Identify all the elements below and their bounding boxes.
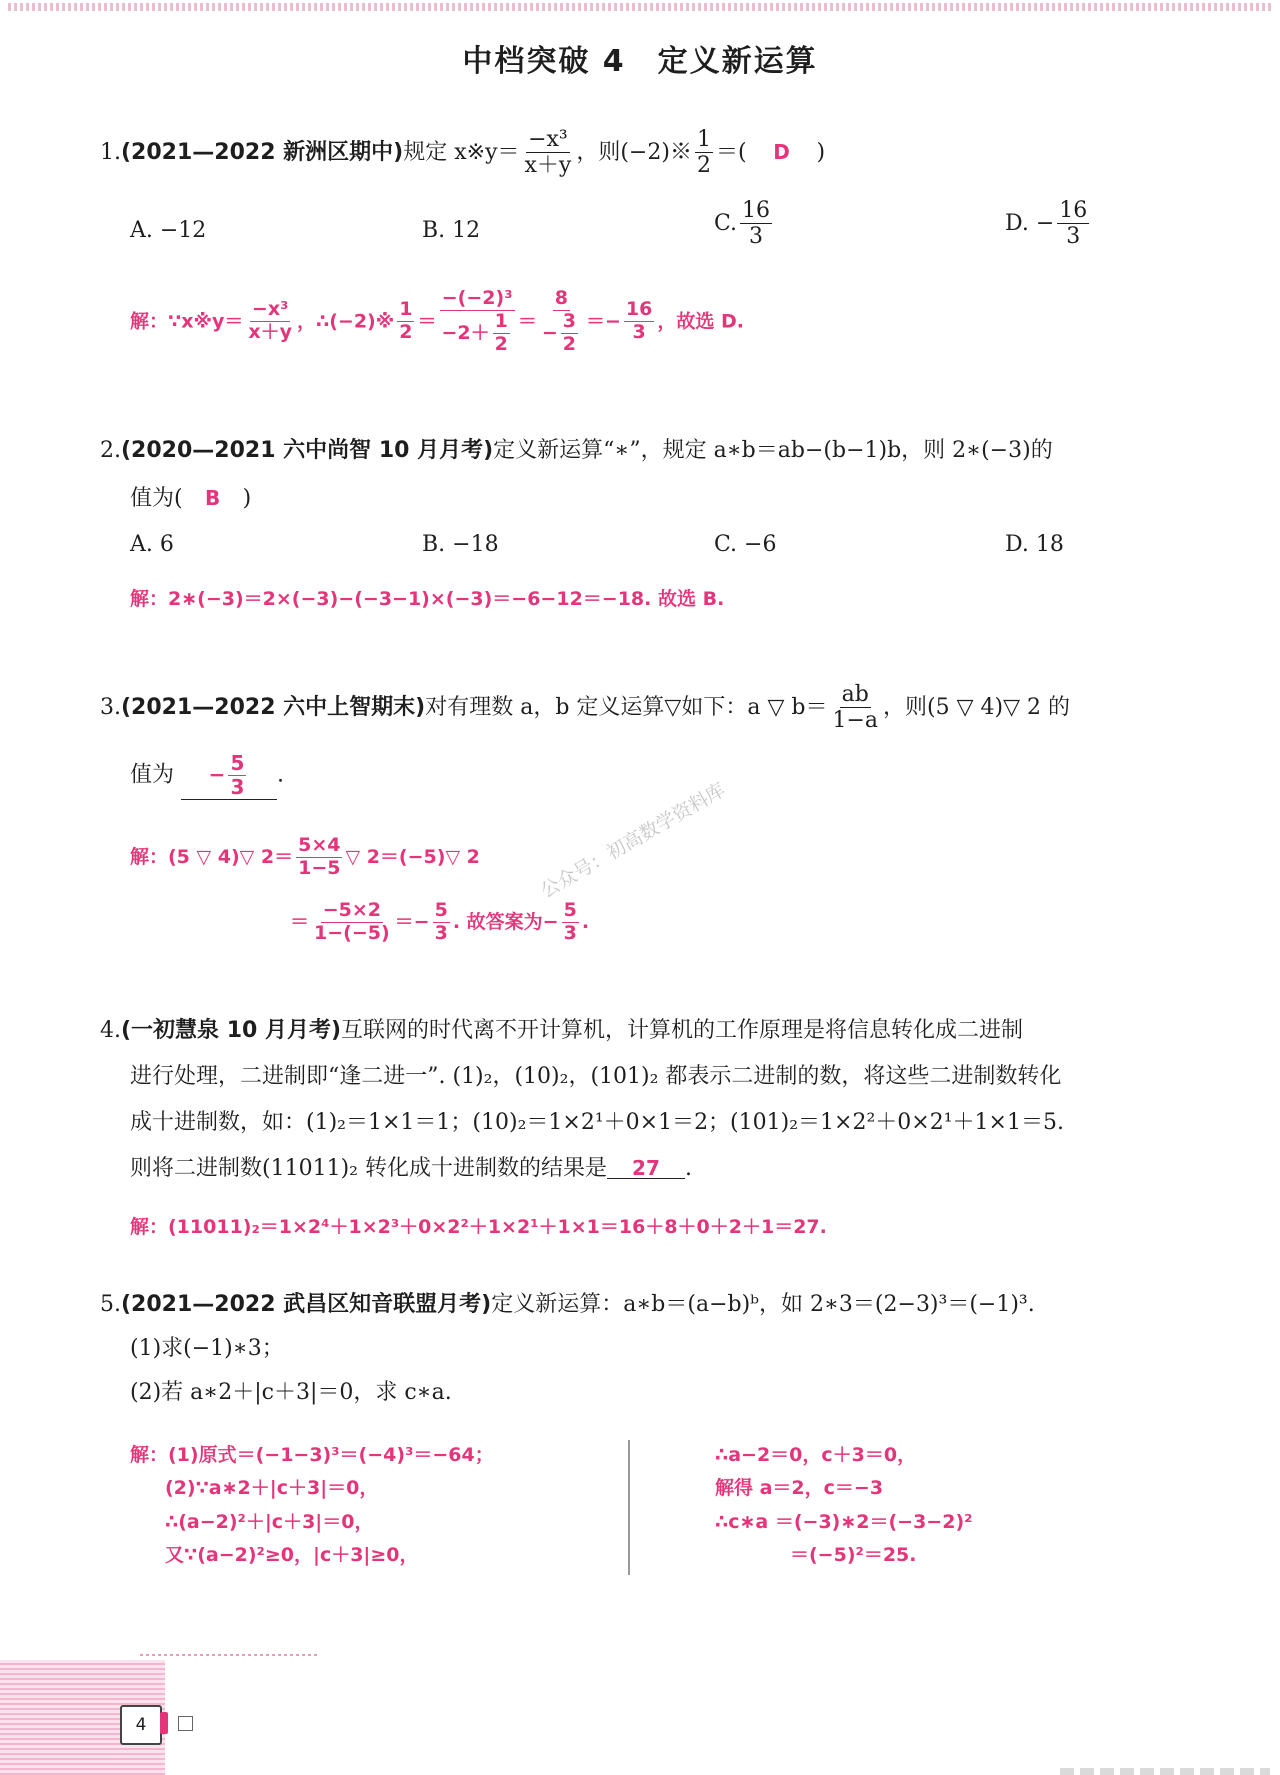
question-number: 4. [100, 1018, 121, 1043]
question-text: 互联网的时代离不开计算机，计算机的工作原理是将信息转化成二进制 [341, 1018, 1024, 1043]
question-3 [100, 682, 1070, 734]
nested-fraction [561, 311, 578, 356]
question-4-line-2: 进行处理，二进制即“逢二进一”. (1)₂，(10)₂，(101)₂ 都表示二进制的数，将这些二进制数转化 [130, 1064, 1062, 1089]
page-square-icon [178, 1716, 193, 1731]
fraction-numerator: 16 [742, 198, 771, 223]
solution-text: ▽ 2＝(−5)▽ 2 [345, 845, 480, 868]
solution-text: 解：(5 ▽ 4)▽ 2＝ [130, 845, 294, 868]
question-text: ＝( [715, 139, 747, 165]
page-tab-marker [160, 1712, 168, 1734]
fraction-numerator: −(−2)³ [441, 287, 513, 309]
question-text: . [684, 1156, 692, 1181]
question-5-sub-2: (2)若 a∗2＋|c＋3|＝0，求 c∗a. [130, 1380, 452, 1405]
solution-5-left-line-3: ∴(a−2)²＋|c＋3|＝0， [165, 1511, 374, 1533]
answer-choice: D [773, 139, 790, 164]
question-text: ) [816, 139, 826, 165]
question-5 [100, 1294, 1035, 1316]
fraction-numerator: 8 [554, 287, 569, 309]
question-number: 1. [100, 139, 121, 165]
bottom-decoration [1060, 1768, 1270, 1775]
solution-text: ＝− [586, 310, 621, 333]
option-fraction [1057, 198, 1089, 250]
solution-text: ，∴(−2)※ [297, 310, 395, 333]
solution-5-left-line-4: 又∵(a−2)²≥0，|c＋3|≥0， [165, 1544, 419, 1566]
solution-5-right-line-1: ∴a−2＝0，c＋3＝0， [715, 1444, 917, 1466]
option-label: D. − [1005, 210, 1055, 236]
half-fraction [695, 127, 713, 179]
solution-5-right-line-4: ＝(−5)²＝25. [790, 1544, 917, 1566]
question-2 [100, 440, 1053, 462]
question-2-line-2 [130, 488, 251, 510]
fraction-denominator: 2 [562, 332, 576, 355]
fraction-denominator: 3 [632, 321, 646, 344]
page-title: 中档突破 4 定义新运算 [462, 44, 818, 79]
watermark: 公众号：初高数学资料库 [537, 778, 730, 903]
question-text: 对有理数 a，b 定义运算▽如下：a ▽ b＝ [425, 694, 828, 720]
question-text: 定义新运算“∗”，规定 a∗b＝ab−(b−1)b，则 2∗(−3)的 [493, 438, 1053, 463]
solution-5-right-line-3: ∴c∗a ＝(−3)∗2＝(−3−2)² [715, 1511, 973, 1533]
option-a: A. −12 [130, 218, 207, 243]
fraction-numerator: −5×2 [322, 899, 381, 921]
question-source: (2020—2021 六中尚智 10 月月考) [121, 438, 494, 463]
question-text: 值为 [130, 762, 175, 788]
option-d: D. 18 [1005, 532, 1064, 557]
solution-text: 解：∵x※y＝ [130, 310, 244, 333]
question-text: ，则(−2)※ [576, 139, 692, 165]
solution-3-line-2 [290, 900, 589, 945]
question-5-sub-1: (1)求(−1)∗3； [130, 1336, 284, 1361]
solution-fraction [397, 299, 414, 344]
fraction-numerator: ab [841, 682, 869, 707]
fraction-denominator: 2 [696, 153, 711, 179]
solution-5-left-line-1: 解：(1)原式＝(−1−3)³＝(−4)³＝−64； [130, 1444, 494, 1466]
top-decorative-border [8, 3, 1272, 11]
solution-text: . [581, 910, 590, 933]
question-text: 规定 x※y＝ [403, 139, 520, 165]
fraction-denominator: 1−5 [298, 856, 341, 879]
solution-text: ＝ [290, 910, 310, 933]
option-a: A. 6 [130, 532, 174, 557]
answer-fraction [228, 752, 246, 799]
solution-fraction [296, 835, 342, 880]
definition-fraction [830, 682, 880, 734]
option-b: B. −18 [422, 532, 499, 557]
option-fraction [740, 198, 772, 250]
fraction-denominator: 1−a [832, 708, 878, 734]
option-c [714, 198, 775, 250]
fraction-numerator: 3 [562, 309, 576, 332]
question-4-line-4 [130, 1158, 692, 1180]
solution-fraction [246, 299, 294, 344]
nested-fraction [493, 311, 510, 356]
fraction-numerator: 5 [563, 899, 577, 921]
question-text: 则将二进制数(11011)₂ 转化成十进制数的结果是 [130, 1156, 607, 1181]
answer-choice: B [204, 486, 221, 510]
fraction-denominator: 2 [399, 321, 413, 344]
question-number: 2. [100, 438, 121, 463]
fraction-denominator [439, 311, 514, 356]
fraction-numerator: 5 [230, 751, 245, 775]
solution-fraction [433, 900, 450, 945]
question-source: (2021—2022 新洲区期中) [121, 139, 404, 165]
question-text: ，则(5 ▽ 4)▽ 2 的 [883, 694, 1070, 720]
option-d [1005, 198, 1092, 250]
question-text: ) [242, 486, 252, 511]
solution-text: ＝− [394, 910, 430, 933]
fraction-denominator [540, 311, 583, 356]
footer-dotted-line [140, 1654, 320, 1656]
question-text: 值为( [130, 486, 183, 511]
solution-fraction [624, 299, 654, 344]
question-source: (2021—2022 六中上智期末) [121, 694, 426, 720]
denominator-text: − [541, 321, 558, 344]
solution-2: 解：2∗(−3)＝2×(−3)−(−3−1)×(−3)＝−6−12＝−18. 故选 B. [130, 588, 725, 610]
question-source: (2021—2022 武昌区知音联盟月考) [121, 1292, 492, 1317]
fraction-denominator: x＋y [248, 321, 292, 344]
solution-5-right-line-2: 解得 a＝2，c＝−3 [715, 1477, 884, 1499]
question-4 [100, 1020, 1023, 1042]
solution-text: ＝ [417, 310, 437, 333]
option-c: C. −6 [714, 532, 777, 557]
solution-text: . 故答案为− [452, 910, 559, 933]
question-3-line-2 [130, 752, 284, 800]
solution-divider [628, 1440, 630, 1575]
question-text: 定义新运算：a∗b＝(a−b)ᵇ，如 2∗3＝(2−3)³＝(−1)³. [491, 1292, 1035, 1317]
question-4-line-3: 成十进制数，如：(1)₂＝1×1＝1；(10)₂＝1×2¹＋0×1＝2；(101)₂＝1×2²＋0×2¹＋1×1＝5. [130, 1110, 1064, 1135]
solution-complex-fraction [439, 288, 514, 356]
fraction-denominator: 3 [563, 921, 577, 944]
fraction-denominator: 3 [434, 921, 448, 944]
solution-3-line-1 [130, 835, 480, 880]
fraction-numerator: −x³ [251, 298, 289, 321]
answer-blank [181, 752, 277, 800]
option-label: C. [714, 210, 738, 236]
question-source: (一初慧泉 10 月月考) [121, 1018, 342, 1043]
fraction-denominator: 2 [494, 332, 508, 355]
fraction-numerator: 1 [696, 127, 711, 152]
fraction-numerator: 1 [494, 309, 508, 332]
solution-1 [130, 288, 744, 356]
solution-4: 解：(11011)₂＝1×2⁴＋1×2³＋0×2²＋1×2¹＋1×1＝16＋8＋0＋2＋1＝27. [130, 1216, 827, 1238]
definition-fraction [523, 127, 574, 179]
fraction-numerator: 5 [434, 899, 448, 921]
solution-text: ＝ [517, 310, 537, 333]
question-text: . [277, 762, 285, 788]
answer-blank: 27 [607, 1158, 685, 1179]
fraction-denominator: 3 [230, 775, 245, 799]
solution-fraction [562, 900, 579, 945]
solution-text: ，故选 D. [657, 310, 744, 333]
fraction-numerator: 16 [625, 298, 653, 321]
page-number: 4 [120, 1705, 162, 1745]
option-b: B. 12 [422, 218, 481, 243]
solution-complex-fraction [540, 288, 583, 356]
fraction-denominator: 1−(−5) [314, 921, 390, 944]
fraction-numerator: 16 [1059, 198, 1088, 223]
solution-fraction [312, 900, 392, 945]
question-number: 5. [100, 1292, 121, 1317]
fraction-denominator: x＋y [524, 153, 572, 179]
fraction-denominator: 3 [749, 224, 764, 250]
question-number: 3. [100, 694, 121, 720]
solution-5-left-line-2: (2)∵a∗2＋|c＋3|＝0， [165, 1477, 379, 1499]
denominator-text: −2＋ [441, 321, 490, 344]
answer-sign: − [208, 762, 226, 787]
fraction-numerator: 5×4 [298, 834, 341, 856]
fraction-numerator: −x³ [528, 127, 568, 152]
fraction-denominator: 3 [1066, 224, 1081, 250]
question-1 [100, 127, 825, 179]
fraction-numerator: 1 [399, 298, 413, 321]
